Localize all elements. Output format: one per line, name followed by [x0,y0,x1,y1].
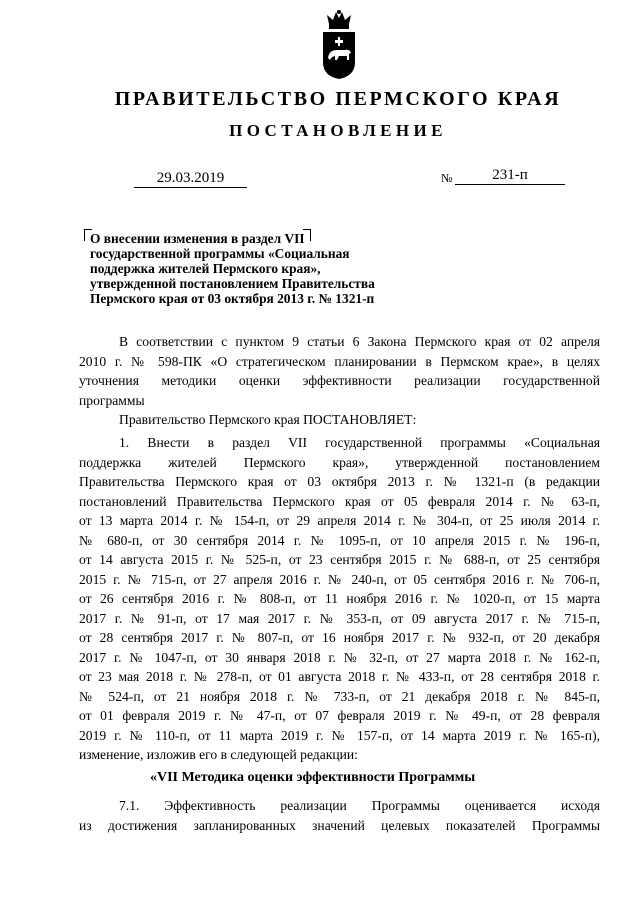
paragraph-line: № 680-п, от 30 сентября 2014 г. № 1095-п, от 10 апреля 2015 г. № 196-п, [79,532,600,548]
subject-line: поддержка жителей Пермского края», [90,261,321,276]
paragraph-line: уточнения методики оценки эффективности реализации государственной [79,373,600,388]
paragraph-line: программы [79,392,145,408]
paragraph-line: 7.1. Эффективность реализации Программы оценивается исходя [119,798,600,813]
paragraph-line: 1. Внести в раздел VII государственной программы «Социальная [119,435,600,450]
clause-1-paragraph [79,433,600,765]
subject-line: О внесении изменения в раздел VII [90,231,305,246]
document-subject [90,231,420,306]
paragraph-line: от 14 августа 2015 г. № 525-п, от 23 сентября 2015 г. № 688-п, от 25 сентября [79,552,600,567]
paragraph-line: № 524-п, от 21 ноября 2018 г. № 733-п, от 21 декабря 2018 г. № 845-п, [79,688,600,704]
subject-line: утвержденной постановлением Правительства [90,276,375,291]
subject-line: государственной программы «Социальная [90,246,350,261]
paragraph-line: от 13 марта 2014 г. № 154-п, от 29 апреля 2014 г. № 304-п, от 25 июля 2014 г. [79,513,600,528]
paragraph-line: поддержка жителей Пермского края», утвержденной постановлением [79,454,600,470]
paragraph-line: от 26 сентября 2016 г. № 808-п, от 11 ноября 2016 г. № 1020-п, от 15 марта [79,591,600,606]
subject-line: Пермского края от 03 октября 2013 г. № 1321-п [90,291,375,306]
paragraph-line: от 28 сентября 2017 г. № 807-п, от 16 ноября 2017 г. № 932-п, от 20 декабря [79,630,600,645]
document-date: 29.03.2019 [134,170,247,188]
paragraph-line: изменение, изложив его в следующей редакции: [79,747,358,762]
document-type: ПОСТАНОВЛЕНИЕ [229,121,447,140]
preamble-paragraph [79,332,600,410]
paragraph-line: 2015 г. № 715-п, от 27 апреля 2016 г. № 240-п, от 05 сентября 2016 г. № 706-п, [79,571,600,587]
paragraph-line: из достижения запланированных значений целевых показателей Программы [79,817,600,833]
section-heading: «VII Методика оценки эффективности Программы [150,770,476,785]
paragraph-line: Правительства Пермского края от 03 октября 2013 г. № 1321-п (в редакции [79,474,600,489]
paragraph-line: от 23 мая 2018 г. № 278-п, от 01 августа 2018 г. № 433-п, от 28 сентября 2018 г. [79,669,600,684]
paragraph-line: В соответствии с пунктом 9 статьи 6 Закона Пермского края от 02 апреля [119,334,600,349]
section-7-1-paragraph [79,796,600,835]
number-label: № [441,171,453,185]
resolution-paragraph [79,410,600,430]
paragraph-line: 2017 г. № 91-п, от 17 мая 2017 г. № 353-п, от 09 августа 2017 г. № 715-п, [79,610,600,626]
paragraph-line: Правительство Пермского края ПОСТАНОВЛЯЕТ: [119,412,417,427]
organization-title: ПРАВИТЕЛЬСТВО ПЕРМСКОГО КРАЯ [114,88,562,110]
paragraph-line: 2010 г. № 598-ПК «О стратегическом планировании в Пермском крае», в целях [79,353,600,369]
document-number: 231-п [455,167,565,185]
coat-of-arms-emblem [319,10,359,80]
paragraph-line: от 01 февраля 2019 г. № 47-п, от 07 февраля 2019 г. № 49-п, от 28 февраля [79,708,600,723]
paragraph-line: 2019 г. № 110-п, от 11 марта 2019 г. № 157-п, от 14 марта 2019 г. № 165-п), [79,727,600,743]
paragraph-line: постановлений Правительства Пермского края от 05 февраля 2014 г. № 63-п, [79,493,600,509]
paragraph-line: 2017 г. № 1047-п, от 30 января 2018 г. № 32-п, от 27 марта 2018 г. № 162-п, [79,649,600,665]
